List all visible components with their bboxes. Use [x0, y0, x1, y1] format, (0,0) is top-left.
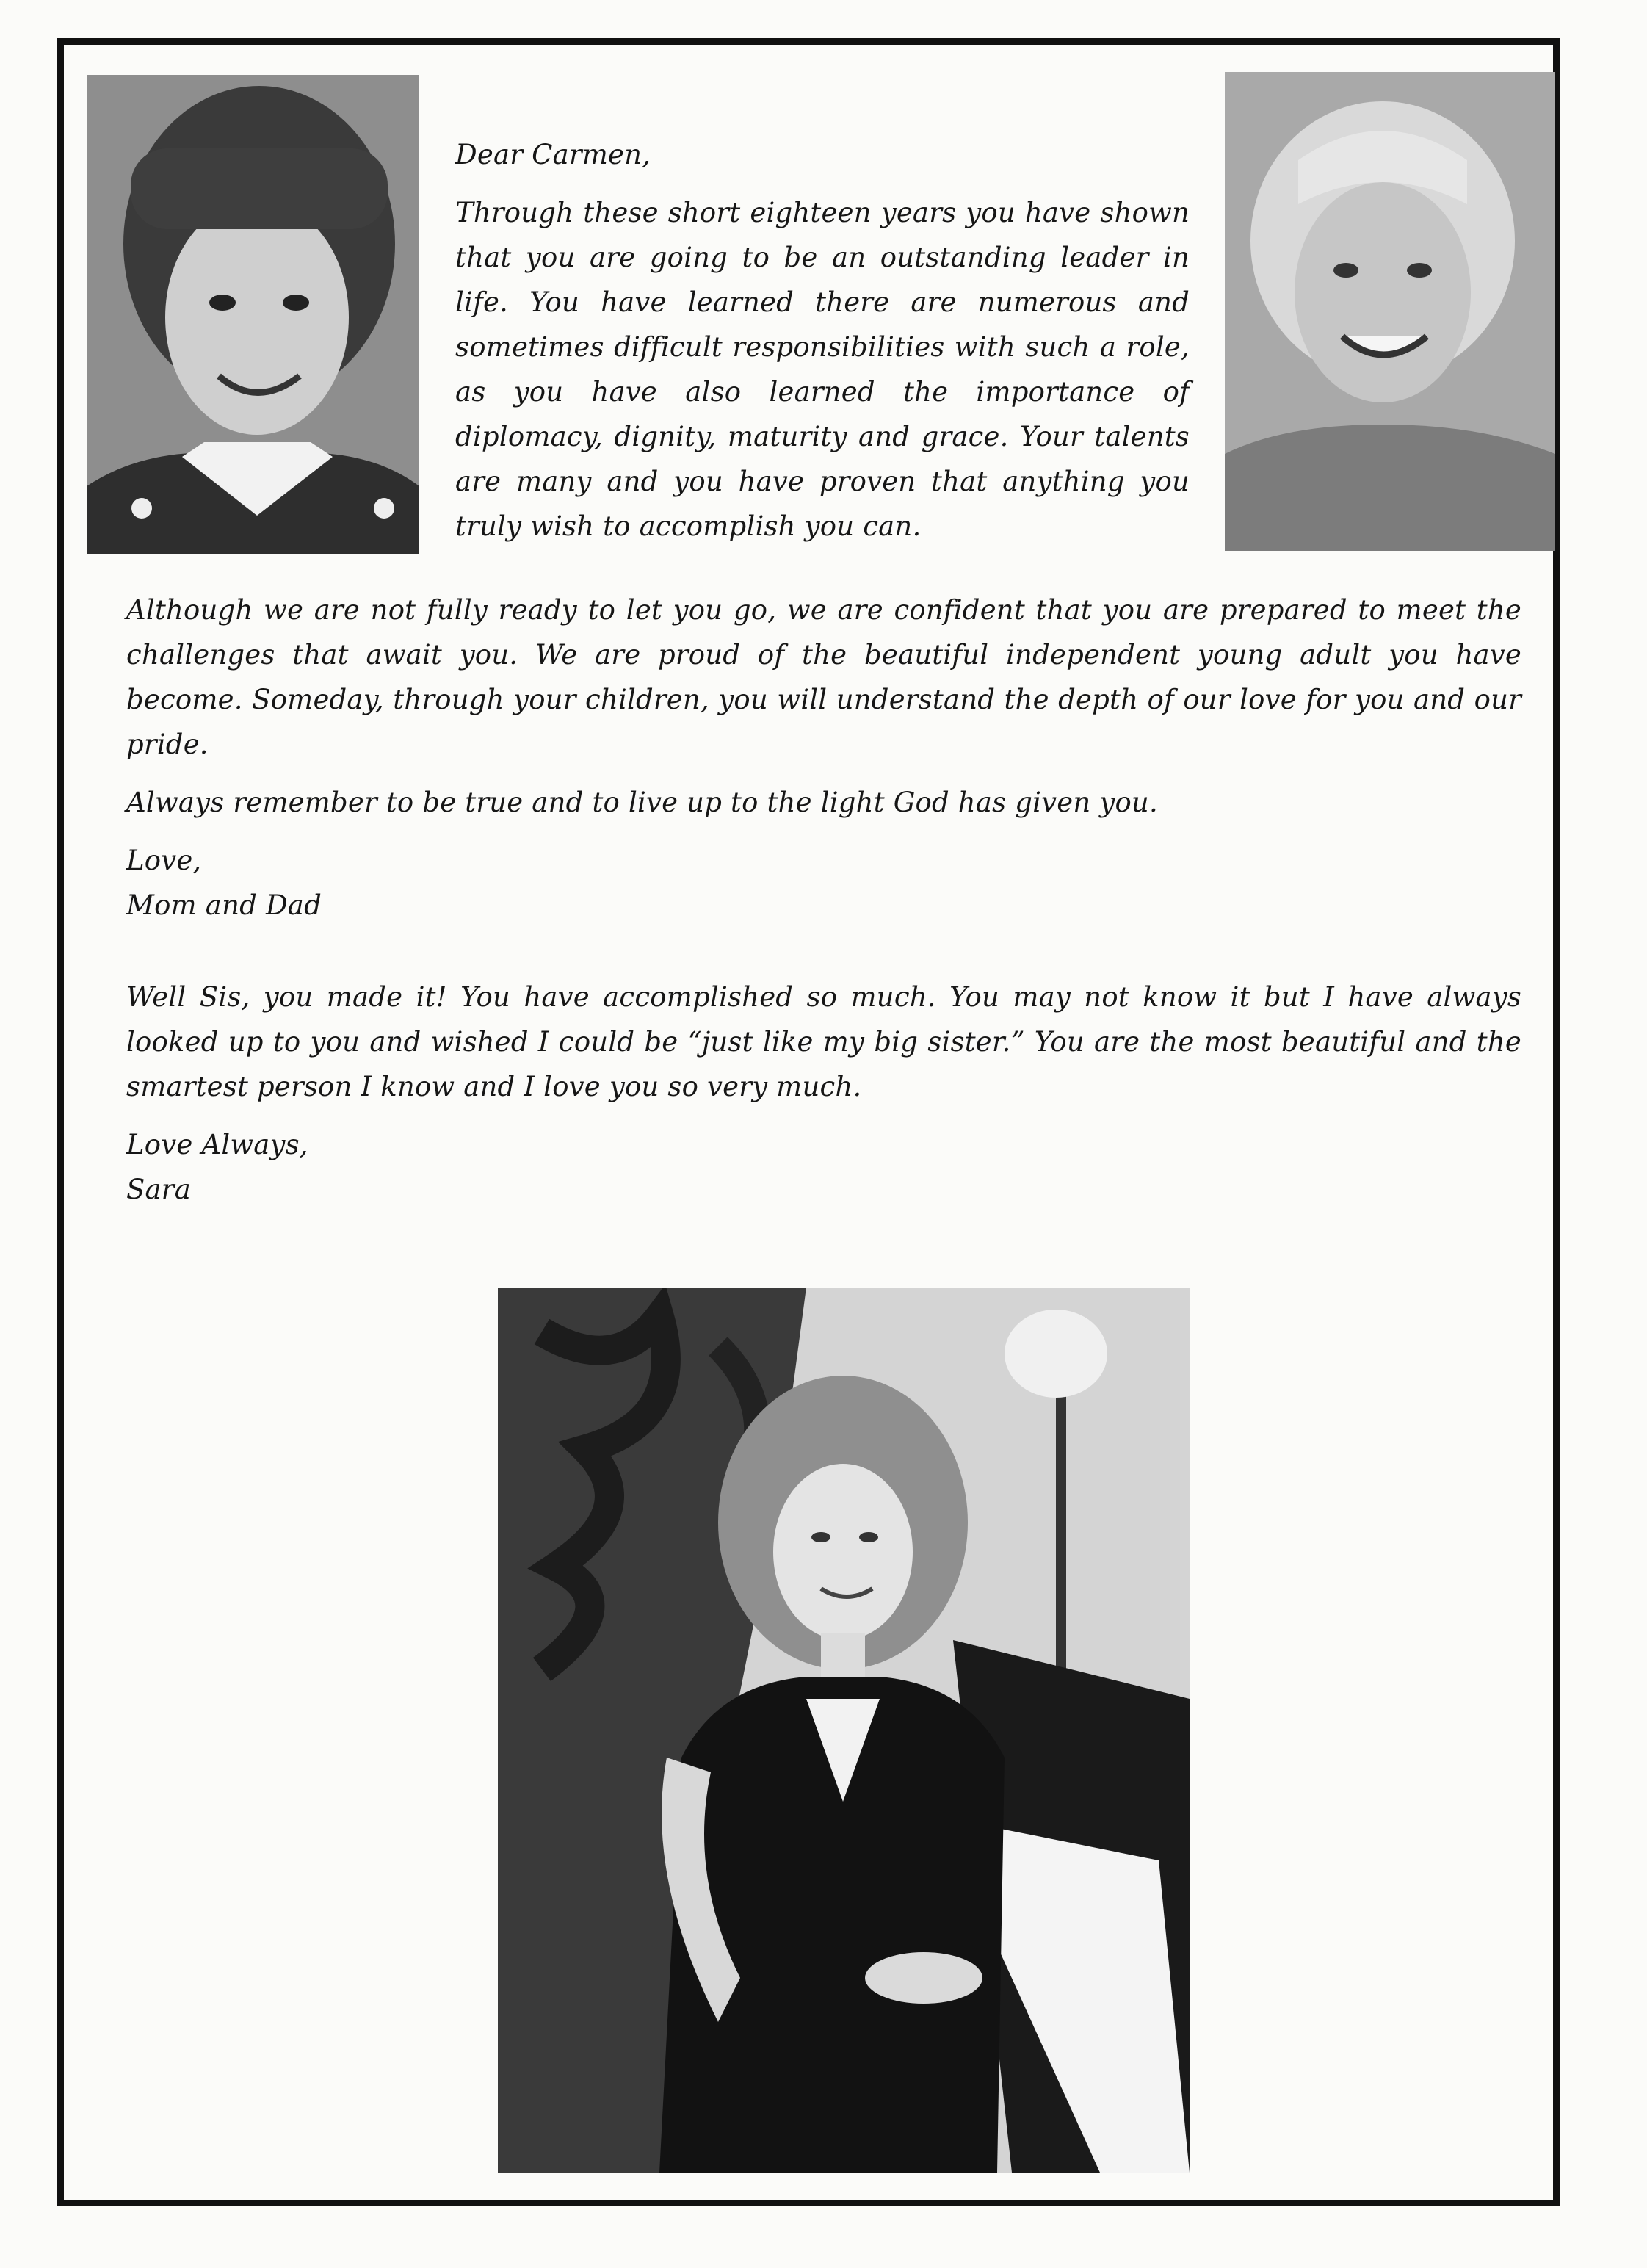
paragraph-1: Through these short eighteen years you have shown that you are going to be an outstanding leader in life. You have learned there are numerous and sometimes difficult responsibilities with such a role, as you have also learned the importance of diplomacy, dignity, maturity and grace. Your talents are many and you have proven that anything you truly wish to accomplish you can.	[455, 197, 1190, 542]
sister-paragraph: Well Sis, you made it! You have accomplished so much. You may not know it but I have always looked up to you and wished I could be “just like my big sister.” You are the most beautiful and the smartest person I know and I love you so very much.	[126, 981, 1521, 1102]
signature-parents: Mom and Dad	[126, 889, 322, 921]
letter-parents-intro	[455, 132, 1190, 549]
childhood-photo-left	[87, 75, 419, 554]
greeting: Dear Carmen,	[455, 139, 651, 170]
paragraph-2: Although we are not fully ready to let you go, we are confident that you are prepared to meet the challenges that await you. We are proud of the beautiful independent young adult you have become. Someday, through your children, you will understand the depth of our love for you and our pride.	[126, 594, 1521, 760]
closing-love: Love,	[126, 845, 202, 876]
senior-portrait-photo	[498, 1288, 1190, 2173]
paragraph-3: Always remember to be true and to live up to the light God has given you.	[126, 787, 1158, 818]
letter-parents-body	[126, 588, 1521, 928]
childhood-photo-right	[1225, 72, 1555, 551]
signature-sister: Sara	[126, 1174, 191, 1205]
letter-sister	[126, 975, 1521, 1212]
closing-love-always: Love Always,	[126, 1129, 308, 1160]
